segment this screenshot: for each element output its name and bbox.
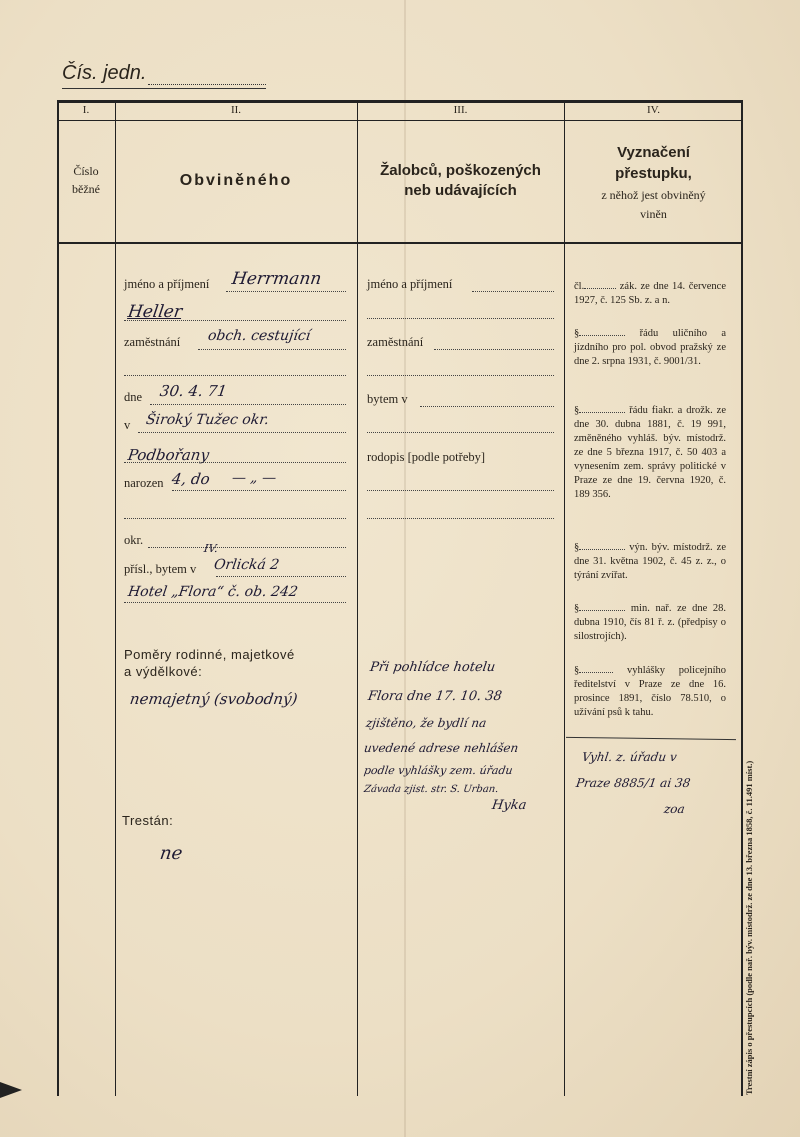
plaintiff-residence-label: bytem v [367,392,408,406]
accused-punished-label: Trestán: [122,813,174,828]
plaintiff-occupation-dots-2 [367,375,554,376]
accused-born-label: narozen [124,476,164,490]
plaintiff-bio-dots-2 [367,518,554,519]
accused-circumstances-value[interactable]: nemajetný (svobodný) [128,690,299,708]
accused-name-label: jméno a příjmení [124,277,210,291]
accused-name-dots [226,291,346,292]
column-divider-1 [115,100,116,1096]
offence-law-6: § vyhlášky policejního ředitelství v Praze ze dne 16. prosince 1891, číslo 78.510, o užívání psů k tahu. [574,665,726,718]
accused-date-value[interactable]: 30. 4. 71 [158,382,229,400]
accused-occupation-dots-2 [124,375,346,376]
form-title-vertical: Trestní zápis o přestupcích (podle nař. býv. místodrž. ze dne 13. března 1858, č. 11.491 míst.) [744,760,754,1095]
plaintiff-residence-dots [420,406,554,407]
offence-law-3: § řádu fiakr. a drožk. ze dne 30. dubna 1881, č. 19 991, změněného vyhláš. býv. místodrž. ze dne 5 března 1917, č. 50 403 a vynesením zem. správy politické v Praze ze dne 19. června 1920, č. 189 356. [574,405,727,500]
accused-name-value[interactable]: Herrmann [230,269,323,289]
accused-date-dots [150,404,346,405]
accused-residence-value-2[interactable]: Hotel „Flora“ č. ob. 242 [126,584,299,600]
accused-district-dots [148,547,346,548]
column-header-number: Číslo běžné [72,164,100,196]
plaintiff-bio-label: rodopis [podle potřeby] [367,450,486,464]
column-number-3: III. [453,104,468,116]
plaintiff-name-label: jméno a příjmení [367,277,453,291]
accused-occupation-dots [198,349,346,350]
offence-handwritten-1[interactable]: Vyhl. z. úřadu v [581,750,678,764]
plaintiff-note-line-5[interactable]: podle vyhlášky zem. úřadu [363,764,514,777]
column-header-plaintiffs: Žalobců, poškozených neb udávajících [380,162,541,199]
column-header-accused: Obviněného [179,172,293,189]
accused-place-value-2[interactable]: Podbořany [126,446,211,464]
plaintiff-note-line-2[interactable]: Flora dne 17. 10. 38 [366,689,503,704]
plaintiff-residence-dots-2 [367,432,554,433]
column-number-2: II. [230,104,242,116]
accused-born-dots [172,490,346,491]
accused-district-label: okr. [124,533,144,547]
offence-law-1: čl. zák. ze dne 14. července 1927, č. 125 Sb. z. a n. [574,281,727,306]
accused-residence-dots-2 [124,602,346,603]
plaintiff-name-dots [472,291,554,292]
plaintiff-occupation-label: zaměstnání [367,335,424,349]
plaintiff-note-line-1[interactable]: Při pohlídce hotelu [368,660,497,675]
accused-place-value[interactable]: Široký Tužec okr. [144,412,270,428]
plaintiff-signature: Hyka [490,798,528,813]
column-header-offence: Vyznačení přestupku, z něhož jest obviněný viněn [601,144,706,221]
offence-law-5: § min. nař. ze dne 28. dubna 1910, čís 81 ř. z. (předpisy o silostrojích). [574,603,727,642]
accused-occupation-value[interactable]: obch. cestující [206,328,312,344]
plaintiff-note-line-3[interactable]: zjištěno, že bydlí na [365,716,488,730]
reference-number-label: Čís. jedn. [62,62,147,84]
accused-place-dots-2 [124,462,346,463]
roman-row-rule [57,120,743,121]
plaintiff-note-line-4[interactable]: uvedené adrese nehlášen [363,741,520,755]
reference-number-field[interactable] [148,84,266,85]
plaintiff-occupation-dots [434,349,554,350]
plaintiff-note-line-6[interactable]: Závada zjist. str. S. Urban. [363,784,500,795]
offence-handwritten-2[interactable]: Praze 8885/1 ai 38 [575,776,692,790]
accused-residence-value[interactable]: Orlická 2 [212,557,281,573]
accused-name-value-2[interactable]: Heller [126,302,184,322]
accused-place-dots [138,432,346,433]
accused-date-label: dne [124,390,143,404]
offence-law-4: § výn. býv. místodrž. ze dne 31. května 1902, č. 45 z. z., o týrání zvířat. [574,542,726,581]
header-row-rule [57,242,743,244]
corner-mark [0,1082,22,1098]
accused-name-dots-2 [124,320,346,321]
plaintiff-bio-dots [367,490,554,491]
accused-place-label: v [124,418,131,432]
offence-law-2: § řádu uličního a jízdního pro pol. obvod pražský ze dne 2. srpna 1931, č. 9001/31. [574,328,727,367]
reference-underline [62,88,266,89]
column-divider-3 [564,100,565,1096]
accused-punished-value[interactable]: ne [158,843,184,864]
offence-handwritten-3[interactable]: zoa [663,802,686,816]
column-number-4: IV. [647,104,660,116]
accused-residence-dots [216,576,346,577]
plaintiff-name-dots-2 [367,318,554,319]
column-divider-2 [357,100,358,1096]
accused-born-dots-2 [124,518,346,519]
accused-occupation-label: zaměstnání [124,335,181,349]
column-number-1: I. [82,104,90,116]
accused-born-value[interactable]: 4, do [170,470,211,488]
accused-born-value-2[interactable]: — „ — [230,470,278,486]
accused-residence-label: přísl., bytem v [124,562,197,576]
accused-circumstances-label: Poměry rodinné, majetkové a výdělkové: [124,647,295,679]
accused-residence-sup[interactable]: IV. [203,542,219,555]
